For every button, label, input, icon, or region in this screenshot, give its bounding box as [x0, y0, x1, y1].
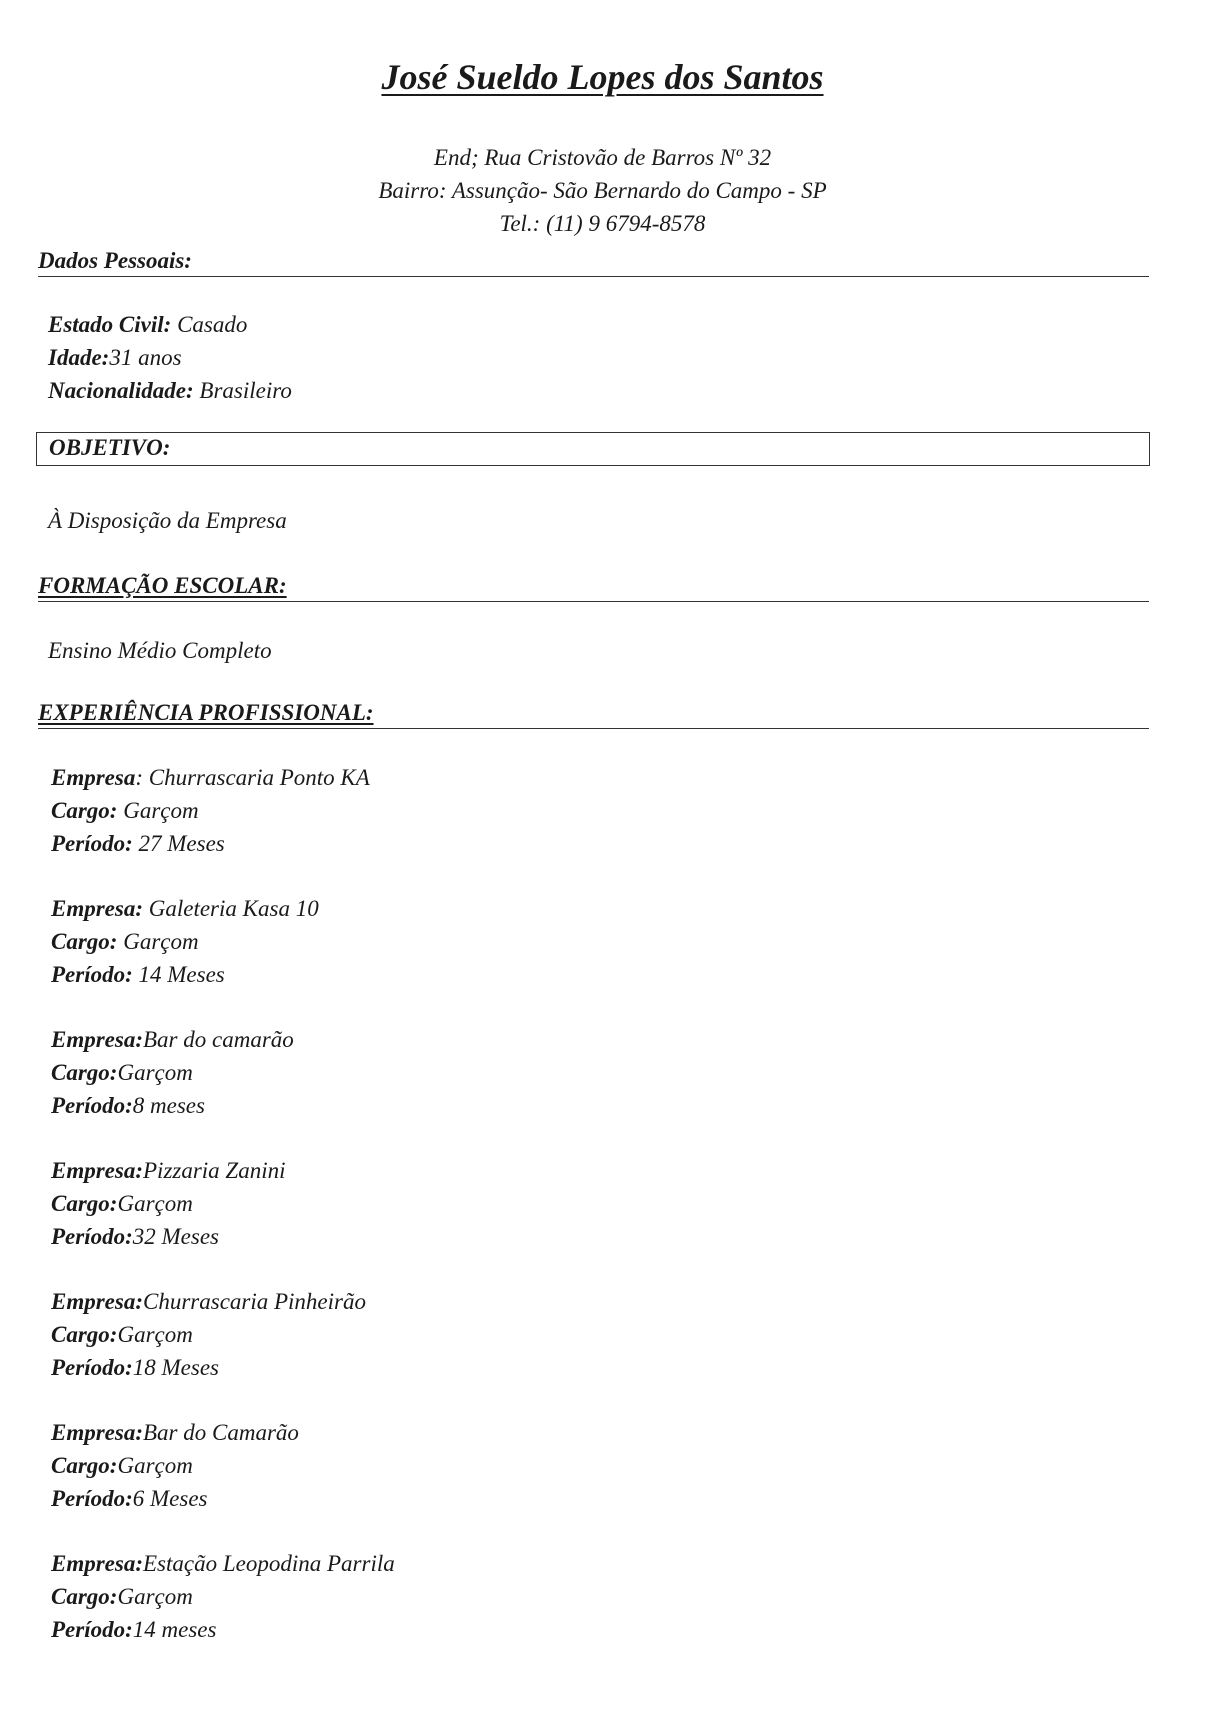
education-heading: FORMAÇÃO ESCOLAR: — [38, 573, 1149, 602]
period-label: Período: — [51, 831, 133, 856]
role-value: Garçom — [117, 1453, 193, 1478]
marital-status-value: Casado — [171, 312, 248, 337]
period-value: 14 Meses — [132, 962, 225, 987]
job-entry — [51, 892, 395, 1023]
candidate-name: José Sueldo Lopes dos Santos — [381, 57, 824, 97]
company-label: Empresa: — [51, 1420, 143, 1445]
company-value: Bar do camarão — [143, 1027, 294, 1052]
company-value: Galeteria Kasa 10 — [143, 896, 319, 921]
job-entry — [51, 1285, 395, 1416]
objective-heading: OBJETIVO: — [36, 432, 1150, 466]
age-label: Idade: — [48, 345, 110, 370]
company-value: Pizzaria Zanini — [143, 1158, 286, 1183]
education-text: Ensino Médio Completo — [48, 638, 272, 663]
period-label: Período: — [51, 1224, 133, 1249]
period-label: Período: — [51, 962, 133, 987]
contact-block — [0, 141, 1205, 240]
period-value: 18 Meses — [132, 1355, 219, 1380]
period-label: Período: — [51, 1617, 133, 1642]
company-label: Empresa: — [51, 1027, 143, 1052]
marital-status-label: Estado Civil: — [48, 312, 172, 337]
age — [48, 341, 292, 374]
role-label: Cargo: — [51, 1322, 118, 1347]
personal-data-list — [48, 308, 292, 407]
role-label: Cargo: — [51, 1453, 118, 1478]
period-value: 8 meses — [132, 1093, 205, 1118]
role-value: Garçom — [117, 1322, 193, 1347]
company-value: Churrascaria Pinheirão — [143, 1289, 366, 1314]
age-value: 31 anos — [109, 345, 182, 370]
company-label: Empresa: — [51, 1551, 143, 1576]
company-label: Empresa: — [51, 1289, 143, 1314]
company-value: Bar do Camarão — [143, 1420, 299, 1445]
role-label: Cargo: — [51, 1060, 118, 1085]
personal-data-heading: Dados Pessoais: — [38, 248, 1149, 277]
nationality-label: Nacionalidade: — [48, 378, 194, 403]
role-label: Cargo: — [51, 798, 118, 823]
role-value: Garçom — [117, 929, 199, 954]
experience-heading: EXPERIÊNCIA PROFISSIONAL: — [38, 700, 1149, 729]
district-line: Bairro: Assunção- São Bernardo do Campo - SP — [378, 178, 827, 203]
company-value: : Churrascaria Ponto KA — [135, 765, 370, 790]
objective-text: À Disposição da Empresa — [48, 508, 287, 533]
role-value: Garçom — [117, 1060, 193, 1085]
phone-line: Tel.: (11) 9 6794-8578 — [499, 211, 706, 236]
job-entry — [51, 1154, 395, 1285]
address-line: End; Rua Cristovão de Barros Nº 32 — [433, 145, 772, 170]
job-entry — [51, 761, 395, 892]
nationality — [48, 374, 292, 407]
role-label: Cargo: — [51, 1191, 118, 1216]
period-value: 14 meses — [132, 1617, 217, 1642]
job-entry — [51, 1416, 395, 1547]
period-value: 6 Meses — [132, 1486, 208, 1511]
role-label: Cargo: — [51, 1584, 118, 1609]
period-label: Período: — [51, 1355, 133, 1380]
role-label: Cargo: — [51, 929, 118, 954]
marital-status — [48, 308, 292, 341]
period-label: Período: — [51, 1093, 133, 1118]
experience-list — [51, 761, 395, 1678]
role-value: Garçom — [117, 1584, 193, 1609]
role-value: Garçom — [117, 798, 199, 823]
period-value: 27 Meses — [132, 831, 225, 856]
job-entry — [51, 1547, 395, 1678]
company-label: Empresa: — [51, 1158, 143, 1183]
period-value: 32 Meses — [132, 1224, 219, 1249]
period-label: Período: — [51, 1486, 133, 1511]
company-value: Estação Leopodina Parrila — [143, 1551, 395, 1576]
role-value: Garçom — [117, 1191, 193, 1216]
company-label: Empresa — [51, 765, 136, 790]
job-entry — [51, 1023, 395, 1154]
nationality-value: Brasileiro — [193, 378, 292, 403]
company-label: Empresa: — [51, 896, 143, 921]
